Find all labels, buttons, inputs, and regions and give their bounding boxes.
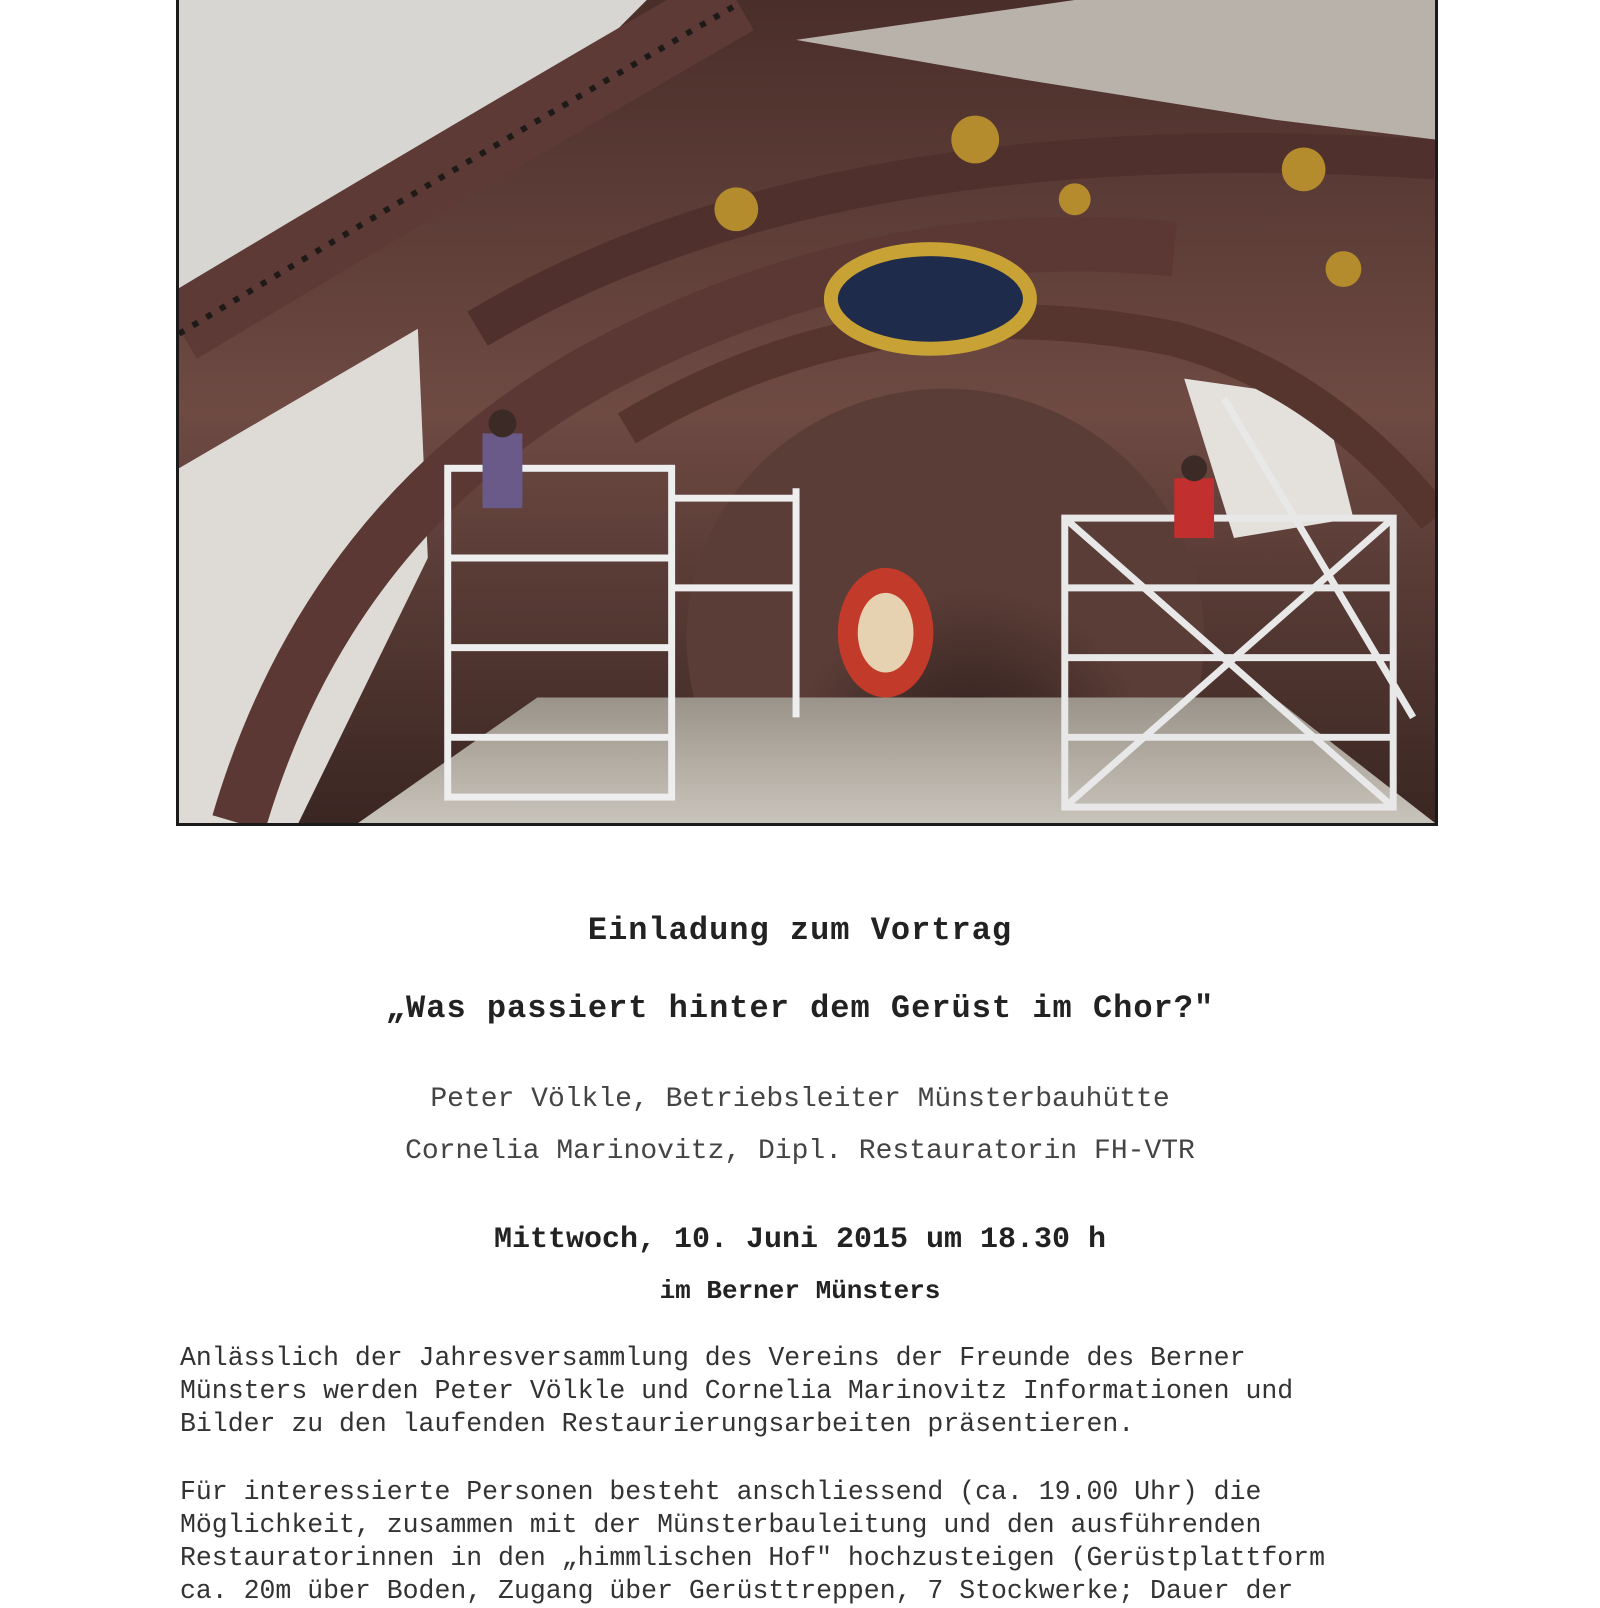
body-paragraph: Anlässlich der Jahresversammlung des Vereins der Freunde des Berner Münsters werden Peter Völkle und Cornelia Marinovitz Informationen und Bilder zu den laufenden Restaurierungsarbeiten präsentieren. (180, 1343, 1294, 1439)
event-date: Mittwoch, 10. Juni 2015 um 18.30 h (493, 1223, 1107, 1257)
event-venue: im Berner Münsters (659, 1276, 941, 1306)
body-paragraph: Für interessierte Personen besteht anschliessend (ca. 19.00 Uhr) die Möglichkeit, zusammen mit der Münsterbauleitung und den ausführenden Restauratorinnen in den „himmlischen Hof" hochzusteigen (Gerüstplattform ca. 20m über Boden, Zugang über Gerüsttreppen, 7 Stockwerke; Dauer der (180, 1477, 1325, 1606)
lecture-title: „Was passiert hinter dem Gerüst im Chor?" (385, 990, 1215, 1027)
invitation-heading: Einladung zum Vortrag (587, 912, 1013, 949)
church-choir-vault-photo-icon (179, 0, 1435, 823)
speaker-line: Peter Völkle, Betriebsleiter Münsterbauhütte (430, 1084, 1170, 1115)
speaker-line: Cornelia Marinovitz, Dipl. Restauratorin FH-VTR (405, 1136, 1195, 1167)
church-choir-photo (176, 0, 1438, 826)
